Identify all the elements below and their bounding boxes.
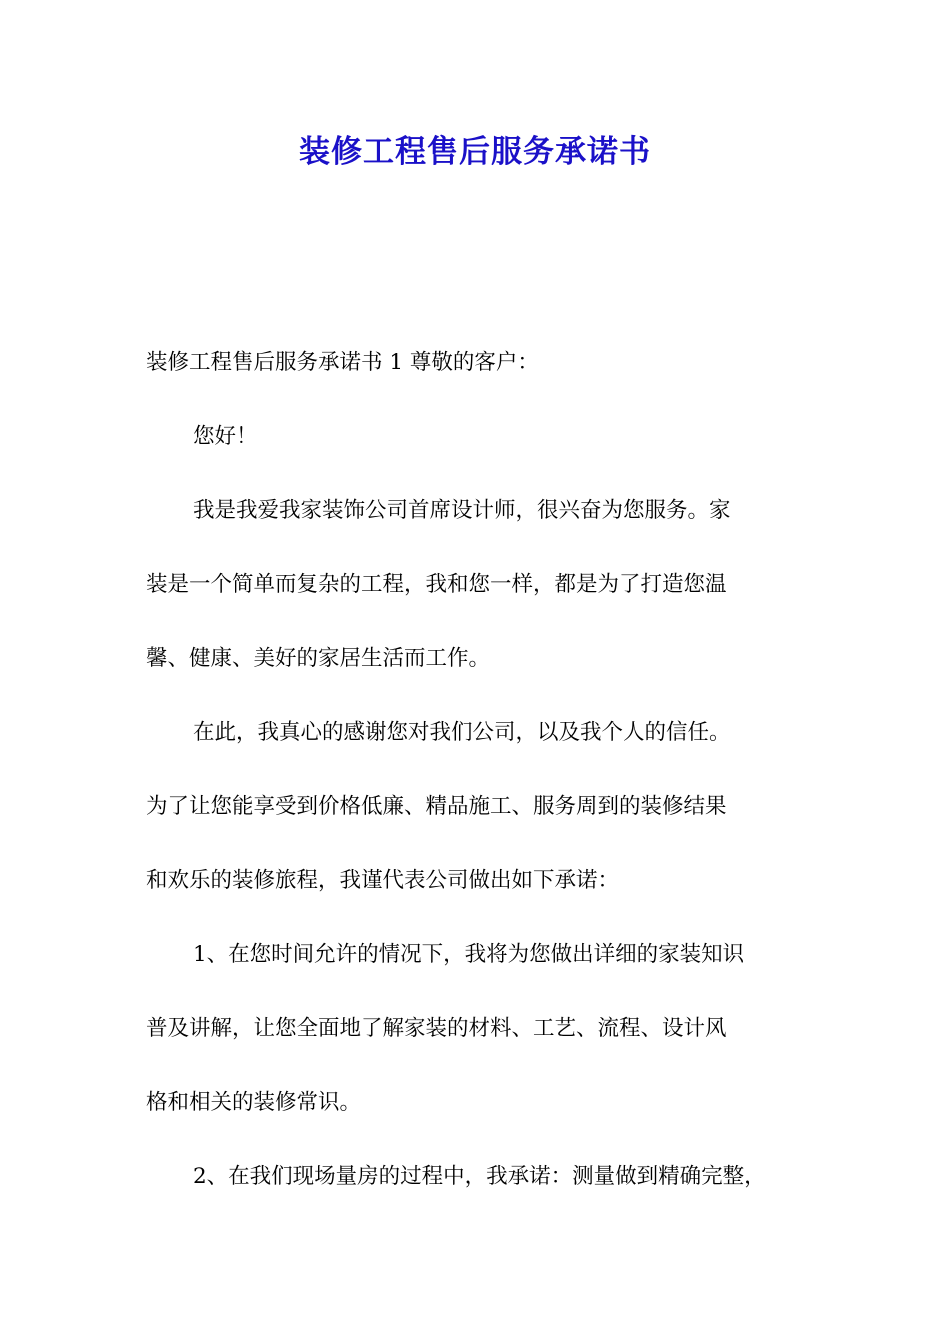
- text-line: 普及讲解，让您全面地了解家装的材料、工艺、流程、设计风: [146, 1016, 727, 1041]
- text-line-item-2: 2、在我们现场量房的过程中，我承诺：测量做到精确完整，: [193, 1164, 766, 1189]
- text-line: 为了让您能享受到价格低廉、精品施工、服务周到的装修结果: [146, 794, 727, 819]
- text-line: 和欢乐的装修旅程，我谨代表公司做出如下承诺：: [146, 868, 620, 893]
- text-line: 在此，我真心的感谢您对我们公司，以及我个人的信任。: [193, 720, 731, 745]
- document-body: [146, 336, 812, 1224]
- text-line: 装是一个简单而复杂的工程，我和您一样，都是为了打造您温: [146, 572, 727, 597]
- text-line-greeting: 您好！: [193, 424, 258, 449]
- text-line-salutation: 装修工程售后服务承诺书 1 尊敬的客户：: [146, 350, 539, 375]
- text-line: 馨、健康、美好的家居生活而工作。: [146, 646, 491, 671]
- text-line: 我是我爱我家装饰公司首席设计师，很兴奋为您服务。家: [193, 498, 731, 523]
- text-line: 格和相关的装修常识。: [146, 1090, 362, 1115]
- document-title: 装修工程售后服务承诺书: [299, 134, 651, 170]
- text-line-item-1: 1、在您时间允许的情况下，我将为您做出详细的家装知识: [193, 942, 745, 967]
